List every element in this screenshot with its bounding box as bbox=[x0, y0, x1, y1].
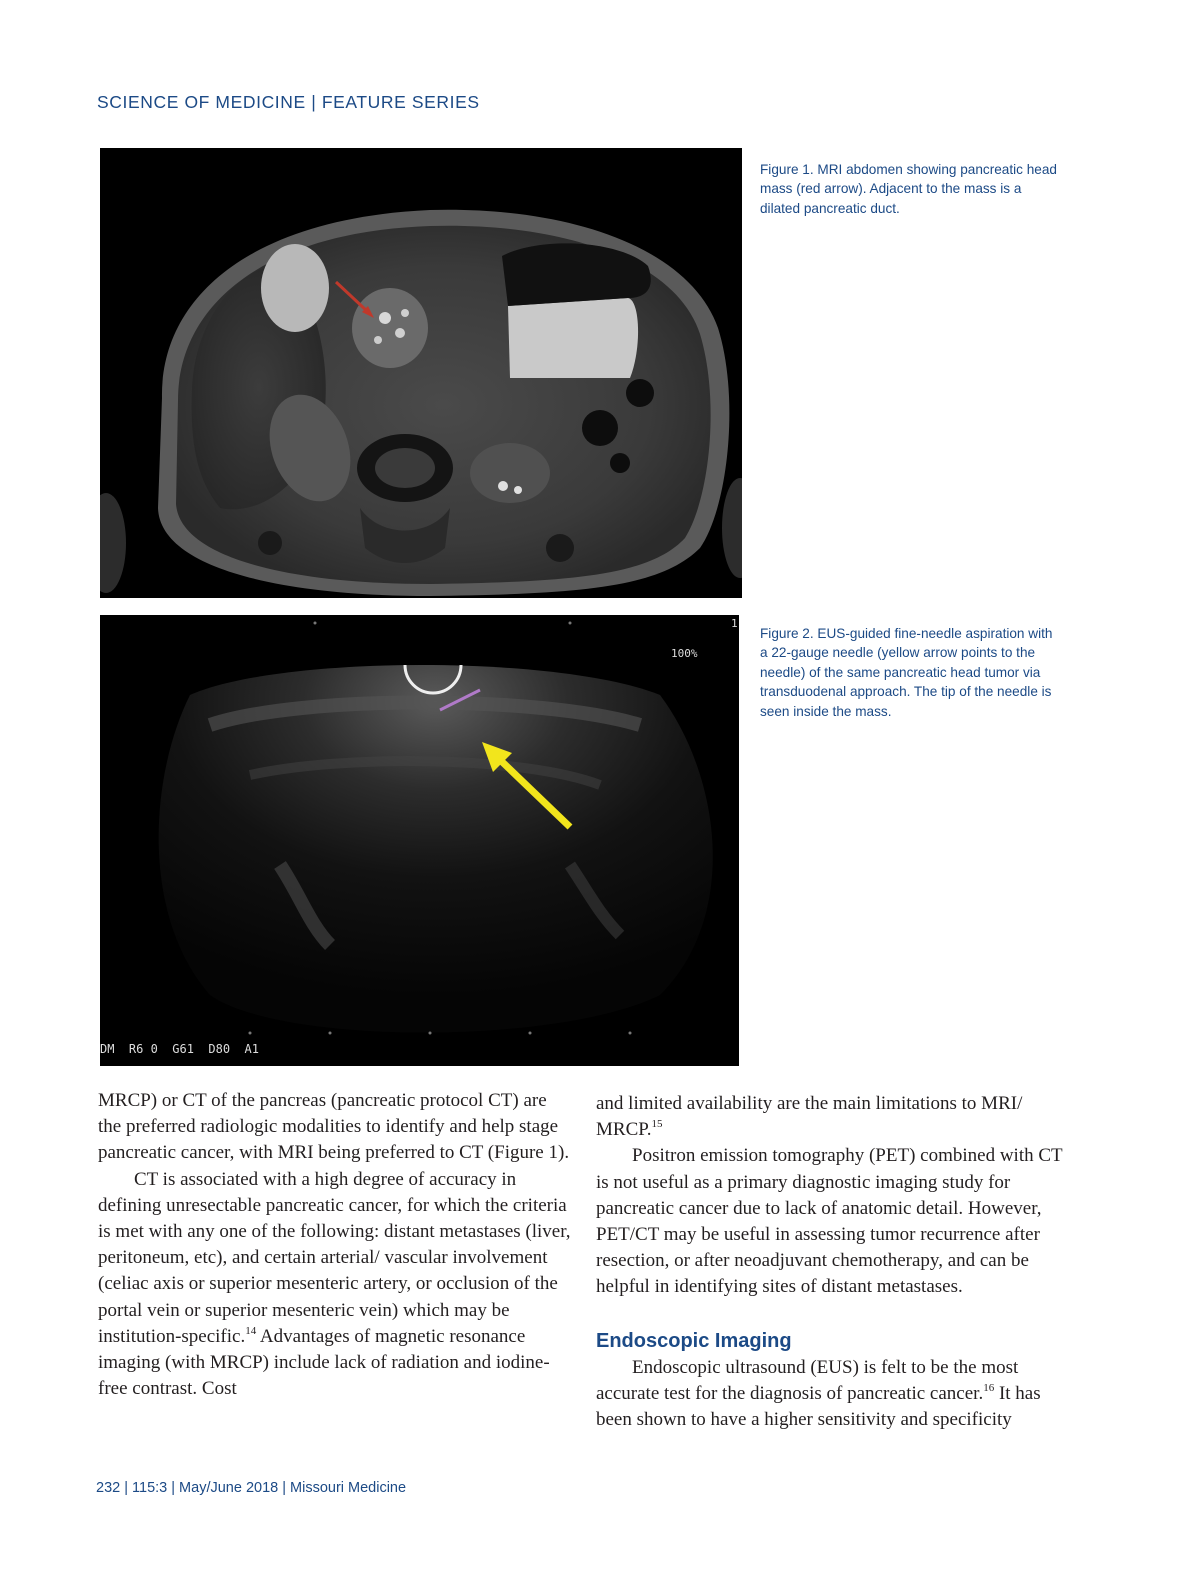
eus-corner-label: 1 bbox=[731, 617, 738, 630]
reference-15: 15 bbox=[651, 1117, 663, 1130]
page-footer: 232 | 115:3 | May/June 2018 | Missouri Medicine bbox=[96, 1480, 407, 1496]
running-head: SCIENCE OF MEDICINE | FEATURE SERIES bbox=[97, 92, 480, 112]
eus-illustration bbox=[100, 615, 739, 1066]
right-paragraph-1 bbox=[596, 1091, 1071, 1143]
right-column bbox=[596, 1091, 1071, 1433]
figure-1-caption: Figure 1. MRI abdomen showing pancreatic head mass (red arrow). Adjacent to the mass is a dilated pancreatic duct. bbox=[760, 162, 1057, 216]
right-paragraph-1-text: and limited availability are the main limitations to MRI/ MRCP. bbox=[596, 1093, 1023, 1141]
reference-14: 14 bbox=[245, 1324, 257, 1337]
left-paragraph-2 bbox=[98, 1167, 573, 1403]
left-paragraph-2-text-b: Advantages of magnetic resonance imaging (with MRCP) include lack of radiation and iodine-free contrast. Cost bbox=[98, 1325, 550, 1400]
figure-2-caption: Figure 2. EUS-guided fine-needle aspiration with a 22-gauge needle (yellow arrow points to the needle) of the same pancreatic head tumor via transduodenal approach. The tip of the needle is seen inside the mass. bbox=[760, 626, 1053, 719]
figure-2-eus-image bbox=[100, 615, 739, 1066]
left-paragraph-2-text-a: CT is associated with a high degree of accuracy in defining unresectable pancreatic cancer, for which the criteria is met with any one of the following: distant metastases (liver, peritoneum, etc), and certain arterial/ vascular involvement (celiac axis or superior mesenteric artery, or occlusion of the portal vein or superior mesenteric vein) which may be institution-specific. bbox=[98, 1168, 571, 1347]
section-heading-endoscopic-imaging: Endoscopic Imaging bbox=[596, 1329, 792, 1352]
right-paragraph-3 bbox=[596, 1355, 1071, 1434]
right-paragraph-2: Positron emission tomography (PET) combined with CT is not useful as a primary diagnostic imaging study for pancreatic cancer due to lack of anatomic detail. However, PET/CT may be useful in assessing tumor recurrence after resection, or after neoadjuvant chemotherapy, and can be helpful in identifying sites of distant metastases. bbox=[596, 1145, 1063, 1298]
right-paragraph-3-text-b: It has been shown to have a higher sensitivity and specificity bbox=[596, 1382, 1041, 1431]
left-column bbox=[98, 1088, 573, 1402]
mri-illustration bbox=[100, 148, 742, 598]
eus-settings-label: DM R6 0 G61 D80 A1 bbox=[100, 1042, 259, 1056]
eus-zoom-label: 100% bbox=[671, 647, 698, 660]
left-paragraph-1: MRCP) or CT of the pancreas (pancreatic protocol CT) are the preferred radiologic modalities to identify and help stage pancreatic cancer, with MRI being preferred to CT (Figure 1). bbox=[98, 1090, 570, 1164]
right-paragraph-3-text-a: Endoscopic ultrasound (EUS) is felt to be the most accurate test for the diagnosis of pancreatic cancer. bbox=[596, 1356, 1019, 1404]
figure-1-mri-image bbox=[100, 148, 742, 598]
reference-16: 16 bbox=[983, 1381, 995, 1394]
